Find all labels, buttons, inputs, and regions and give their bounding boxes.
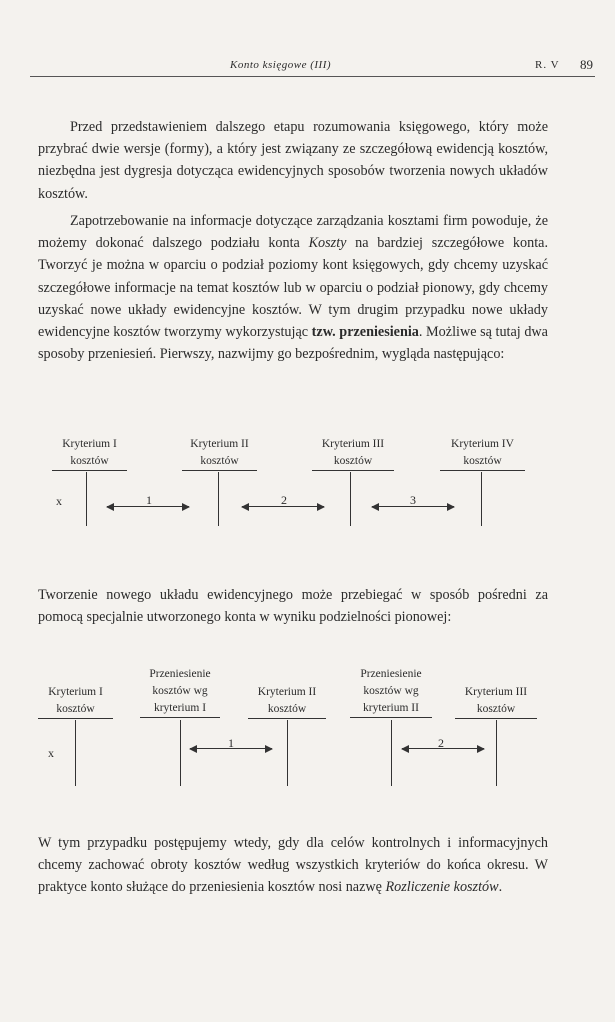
page-header — [30, 54, 595, 74]
account-label: Kryterium I — [48, 686, 103, 698]
entry-x-mark: x — [48, 746, 54, 760]
transfer-step-number: 2 — [281, 493, 287, 507]
account-label: Przeniesienie — [360, 668, 422, 680]
account-label: kosztów — [182, 453, 257, 471]
text-run: W tym przypadku postępujemy wtedy, gdy dla celów kontrolnych i informacyjnych chcemy zachować obroty kosztów według wszystkich kryteriów do końca okresu. W praktyce konto służące do przeniesienia kosztów nosi nazwę — [38, 835, 548, 896]
text-run: . — [498, 879, 503, 896]
account-label: Przeniesienie — [149, 668, 211, 680]
paragraph-indirect: Tworzenie nowego układu ewidencyjnego może przebiegać w sposób pośredni za pomocą specjalnie utworzonego konta w wyniku podzielności pionowej: — [38, 587, 548, 626]
italic-term: Koszty — [308, 235, 347, 252]
account-label: kosztów wg — [363, 685, 419, 697]
transfer-step-number: 1 — [146, 493, 152, 507]
direct-transfer-diagram — [0, 430, 615, 540]
account-t-line — [218, 472, 219, 526]
account-transfer-2 — [350, 666, 432, 718]
account-label: kosztów — [455, 701, 537, 719]
text-run: na bardziej szczegółowe konta. Tworzyć je można w oparciu o podział poziomy kont księgowych, gdy chcemy uzyskać szczegółowe informacje na temat kosztów lub w oparciu o podział pionowy, gdy chcemy uzyskać nowe układy ewidencyjne kosztów. W tym drugim przypadku nowe układy ewidencyjne kosztów tworzymy wykorzystując — [38, 235, 548, 341]
account-label: Kryterium I — [62, 438, 117, 450]
account-kryterium-2 — [248, 684, 326, 719]
header-rule — [30, 76, 595, 77]
account-transfer-1 — [140, 666, 220, 718]
account-label: Kryterium II — [190, 438, 249, 450]
account-label: kryterium I — [140, 700, 220, 718]
account-label: Kryterium II — [257, 686, 317, 698]
chapter-label: R. V — [535, 59, 560, 71]
account-t-line — [75, 720, 76, 786]
account-t-line — [481, 472, 482, 526]
account-label: kosztów wg — [152, 685, 208, 697]
running-title: Konto księgowe (III) — [230, 59, 332, 71]
indirect-transfer-diagram — [0, 662, 615, 792]
account-kryterium-2 — [182, 436, 257, 471]
transfer-step-number: 2 — [438, 736, 444, 750]
text-run: . Możliwe są tutaj dwa sposoby przeniesień. Pierwszy, nazwijmy go bezpośrednim, wygląda następująco: — [38, 324, 548, 363]
account-label: Kryterium III — [321, 438, 385, 450]
transfer-step-number: 3 — [410, 493, 416, 507]
account-label: kosztów — [38, 701, 113, 719]
account-label: kosztów — [52, 453, 127, 471]
account-label: Kryterium IV — [451, 438, 514, 450]
account-t-line — [391, 720, 392, 786]
account-t-line — [180, 720, 181, 786]
paragraph-intro: Przed przedstawieniem dalszego etapu rozumowania księgowego, który może przybrać dwie wersje (formy), a który jest związany ze szczegółową ewidencją kosztów, niezbędna jest dygresja dotycząca ewidencyjnych sposobów tworzenia nowych układów kosztów. — [38, 119, 548, 202]
bold-term: tzw. przeniesienia — [311, 324, 419, 341]
page-number: 89 — [580, 57, 593, 72]
account-label: kosztów — [248, 701, 326, 719]
paragraph-division — [38, 210, 548, 365]
account-t-line — [496, 720, 497, 786]
paragraph-conclusion — [38, 832, 548, 899]
account-label: kosztów — [312, 453, 394, 471]
entry-x-mark: x — [56, 494, 62, 508]
italic-term: Rozliczenie kosztów — [385, 879, 499, 896]
account-t-line — [350, 472, 351, 526]
account-t-line — [86, 472, 87, 526]
account-t-line — [287, 720, 288, 786]
account-kryterium-3 — [455, 684, 537, 719]
account-kryterium-1 — [38, 684, 113, 719]
account-kryterium-4 — [440, 436, 525, 471]
account-label: Kryterium III — [464, 686, 528, 698]
account-label: kosztów — [440, 453, 525, 471]
account-label: kryterium II — [350, 700, 432, 718]
account-kryterium-1 — [52, 436, 127, 471]
account-kryterium-3 — [312, 436, 394, 471]
text-run: Zapotrzebowanie na informacje dotyczące zarządzania kosztami firm powoduje, że możemy dokonać dalszego podziału konta — [38, 213, 548, 252]
transfer-step-number: 1 — [228, 736, 234, 750]
